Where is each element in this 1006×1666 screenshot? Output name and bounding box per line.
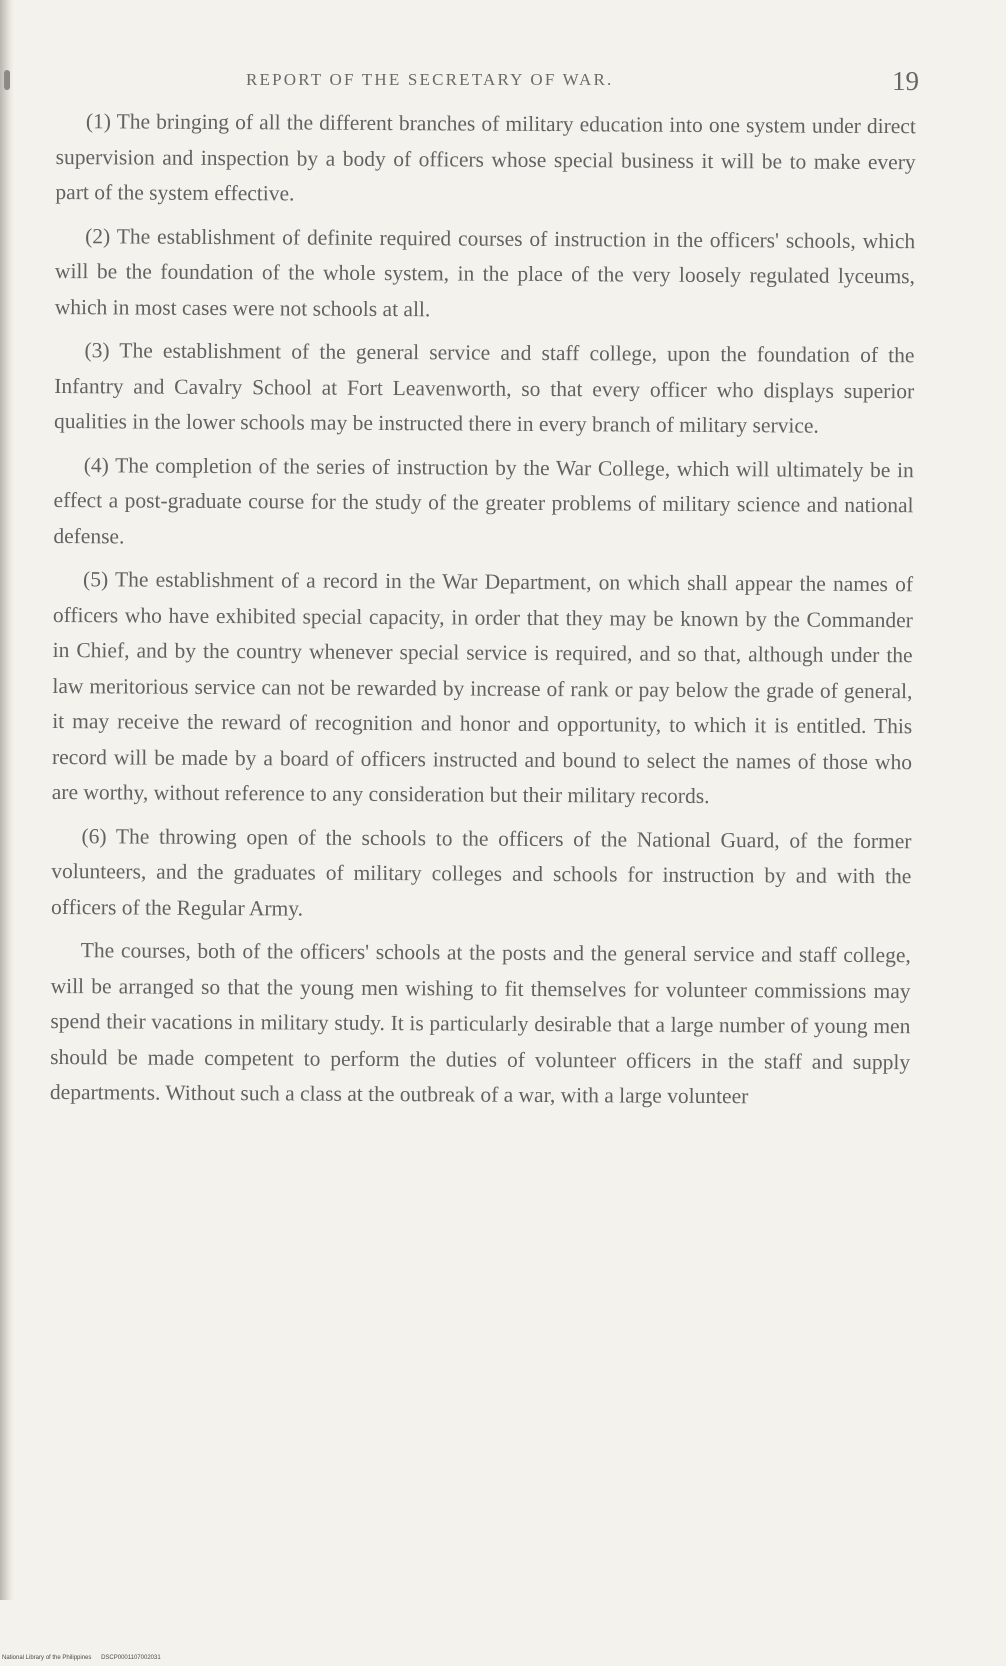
paragraph-item-6: (6) The throwing open of the schools to the officers of the National Guard, of the former volunteers, and the graduates of military colleges and schools for instruction by and with the officers of the Regular Army. bbox=[51, 823, 912, 921]
scan-credit bbox=[2, 1655, 169, 1661]
library-credit: National Library of the Philippines bbox=[2, 1655, 92, 1661]
page-number: 19 bbox=[892, 66, 919, 96]
binding-mark bbox=[4, 70, 10, 90]
paragraph-item-1: (1) The bringing of all the different branches of military education into one system under direct supervision and inspection by a body of officers whose special business it will be to make every part of the system effective. bbox=[55, 109, 916, 206]
paragraph-item-4: (4) The completion of the series of instruction by the War College, which will ultimately be in effect a post-graduate course for the study of the greater problems of military science and national defense. bbox=[53, 452, 914, 548]
paragraph-item-2: (2) The establishment of definite required courses of instruction in the officers' schools, which will be the foundation of the whole system, in the place of the very loosely regulated lyceums, which in most cases were not schools at all. bbox=[54, 223, 916, 321]
page-header bbox=[240, 66, 920, 106]
scan-code: DSCP0001107002031 bbox=[101, 1655, 161, 1661]
page-binding-edge bbox=[0, 0, 14, 1600]
paragraph-item-3: (3) The establishment of the general service and staff college, upon the foundation of the Infantry and Cavalry School at Fort Leavenworth, so that every officer who displays superior qualities in the lower schools may be instructed there in every branch of military service. bbox=[53, 338, 915, 438]
paragraph-courses: The courses, both of the officers' schools at the posts and the general service and staff college, will be arranged so that the young men wishing to fit themselves for volunteer commissions may spend their vacations in military study. It is particularly desirable that a large number of young men should be made competent to perform the duties of volunteer officers in the staff and supply departments. Without such a class at the outbreak of a war, with a large volunteer bbox=[49, 938, 911, 1109]
paragraph-item-5: (5) The establishment of a record in the War Department, on which shall appear the names of officers who have exhibited special capacity, in order that they may be known by the Commander in Chief, and by the country whenever special service is required, and so that, although under the law meritorious service can not be rewarded by increase of rank or pay below the grade of general, it may receive the reward of recognition and honor and opportunity, to which it is entitled. This record will be made by a board of officers instructed and bound to select the names of those who are worthy, without reference to any consideration but their military records. bbox=[51, 567, 914, 809]
running-head: REPORT OF THE SECRETARY OF WAR. bbox=[246, 70, 614, 89]
body-text bbox=[50, 104, 916, 1124]
